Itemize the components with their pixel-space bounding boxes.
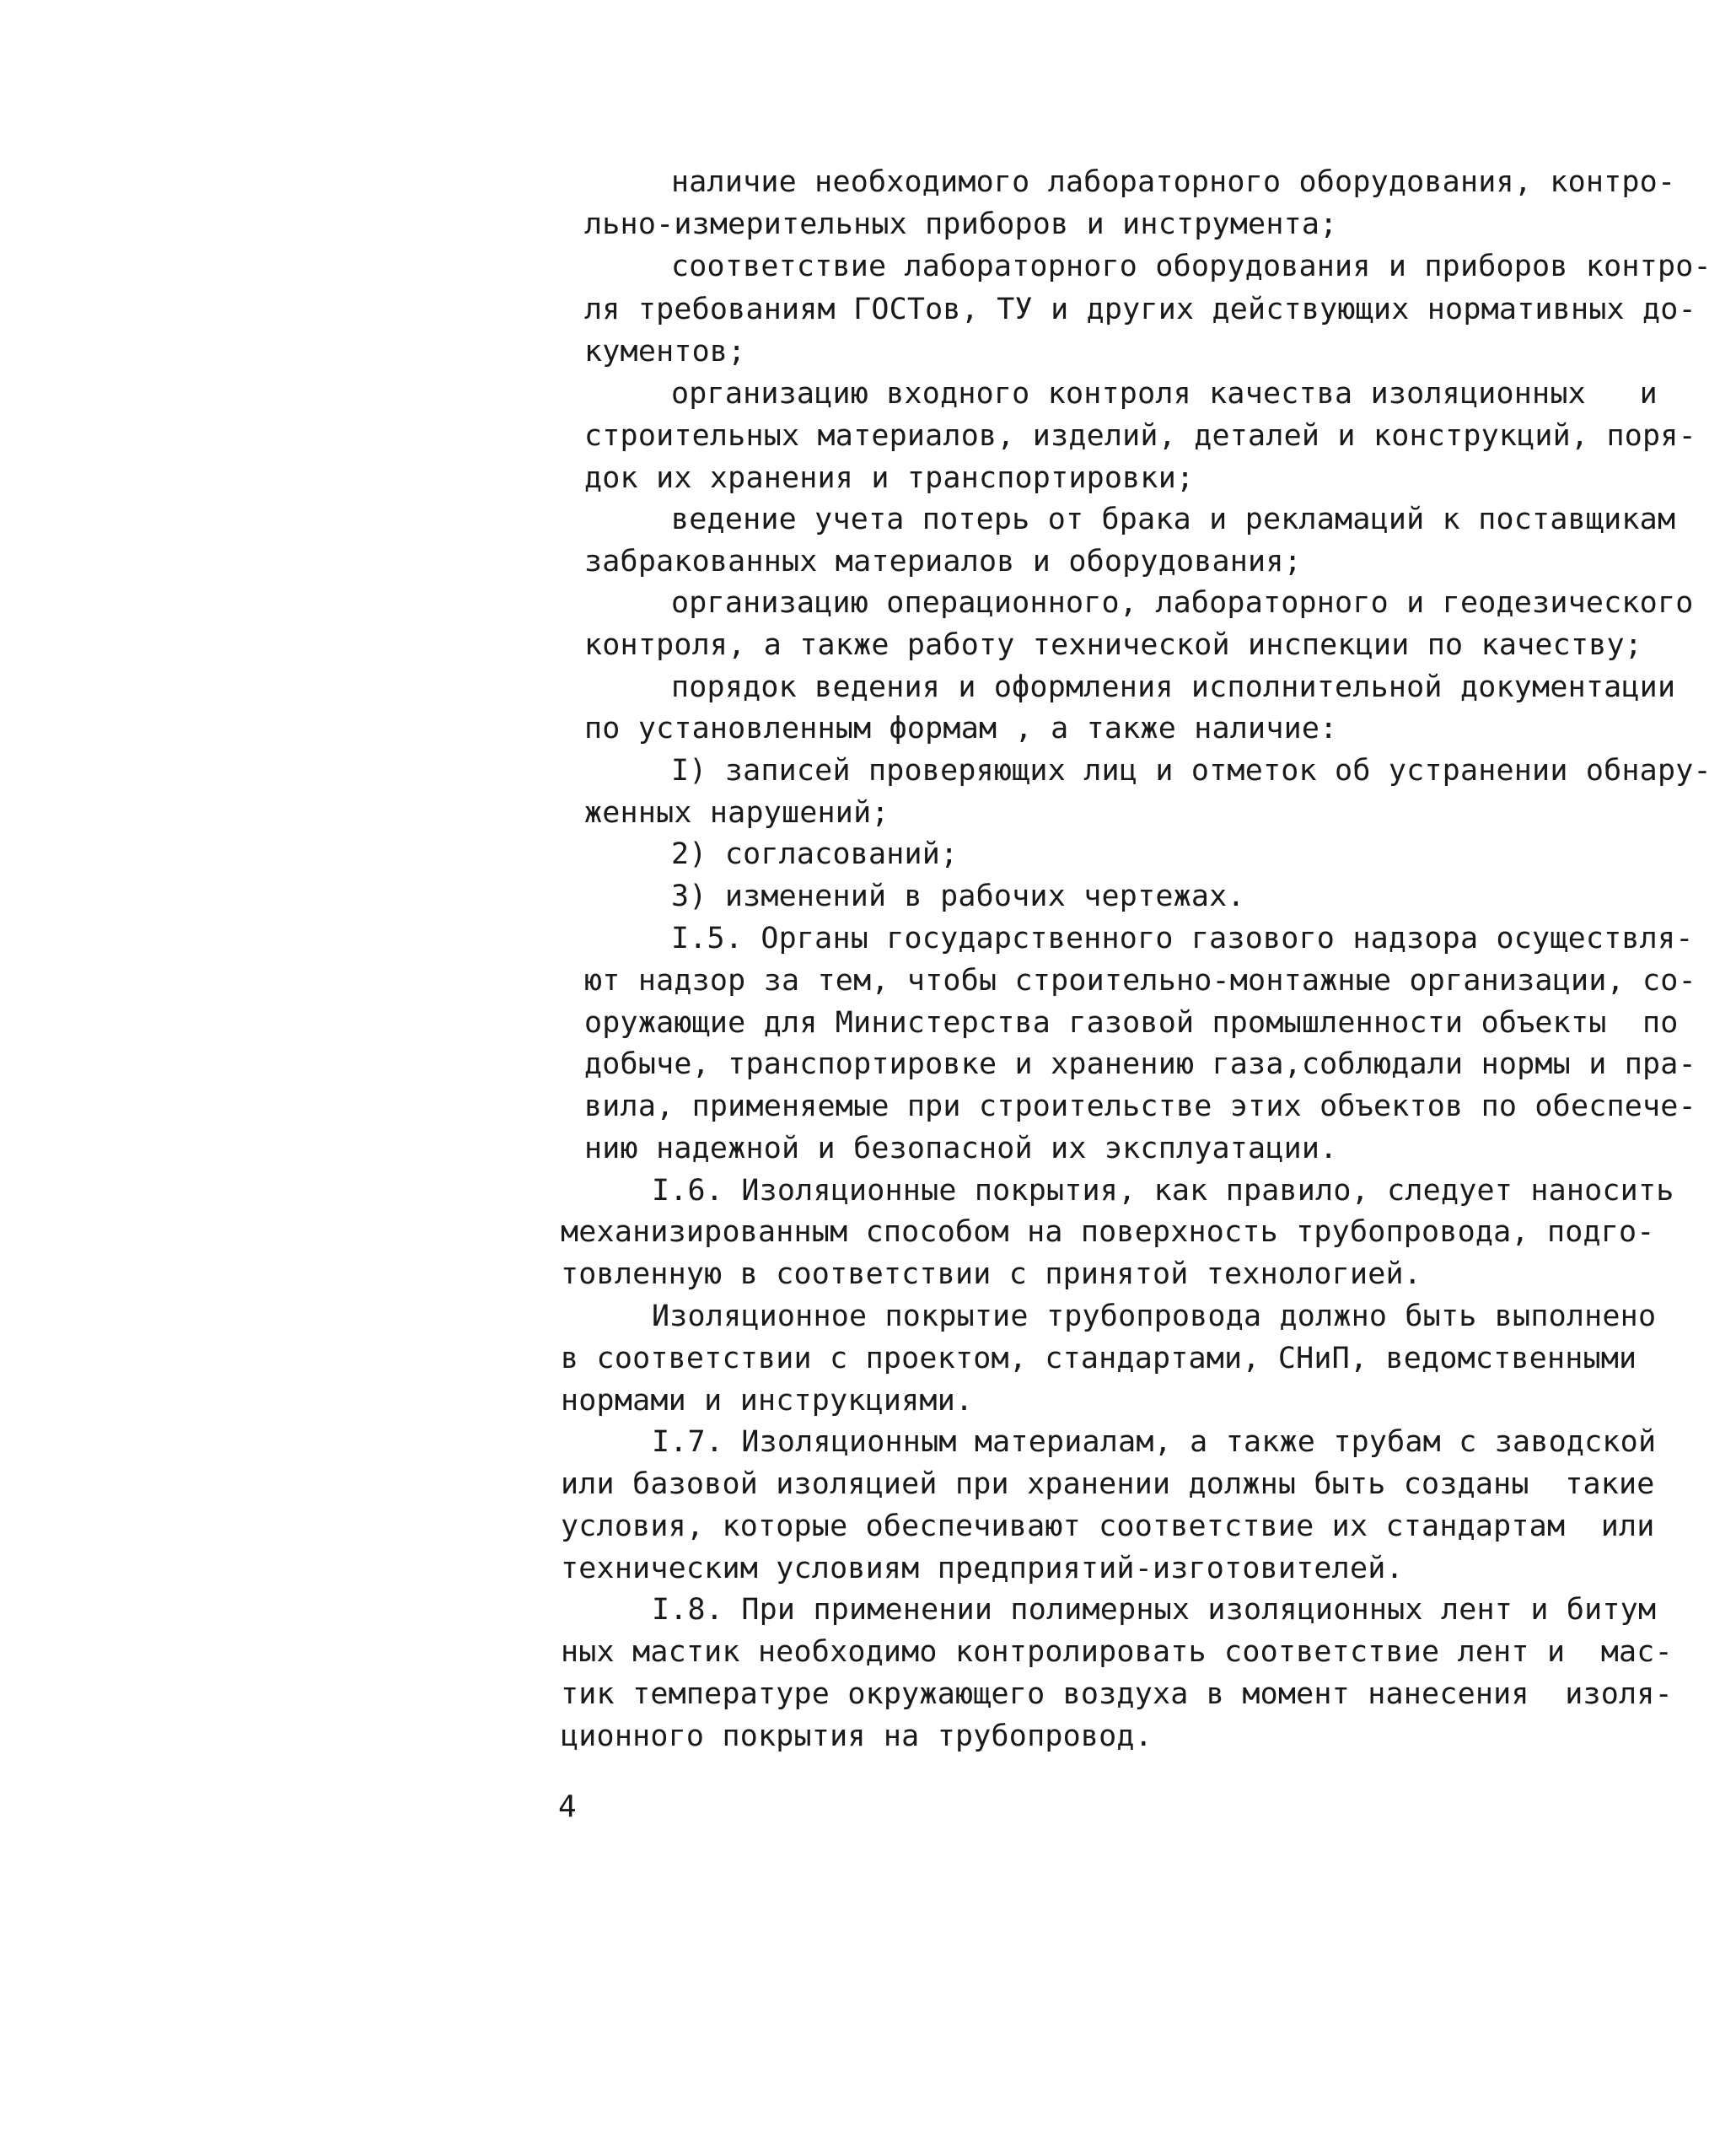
text-line: добыче, транспортировке и хранению газа,соблюдали нормы и пра- xyxy=(584,1047,1696,1081)
text-line: I.6. Изоляционные покрытия, как правило, следует наносить xyxy=(652,1174,1674,1208)
text-line: док их хранения и транспортировки; xyxy=(584,461,1195,495)
text-line: техническим условиям предприятий-изготовителей. xyxy=(561,1552,1404,1585)
text-line: ют надзор за тем, чтобы строительно-монтажные организации, со- xyxy=(584,964,1696,998)
text-line: 2) согласований; xyxy=(671,837,959,871)
text-line: соответствие лабораторного оборудования и приборов контро- xyxy=(671,250,1712,283)
text-line: забракованных материалов и оборудования; xyxy=(584,545,1302,578)
text-line: женных нарушений; xyxy=(584,796,889,830)
text-line: тик температуре окружающего воздуха в момент нанесения изоля- xyxy=(561,1677,1673,1711)
text-line: порядок ведения и оформления исполнительной документации xyxy=(671,670,1676,704)
text-line: организацию входного контроля качества изоляционных и xyxy=(671,377,1658,411)
text-line: по установленным формам , а также наличие: xyxy=(584,712,1338,745)
text-line: условия, которые обеспечивают соответствие их стандартам или xyxy=(561,1509,1655,1543)
text-line: в соответствии с проектом, стандартами, СНиП, ведомственными xyxy=(561,1342,1637,1375)
text-line: или базовой изоляцией при хранении должны быть созданы такие xyxy=(561,1467,1655,1501)
text-line: I.8. При применении полимерных изоляционных лент и битум xyxy=(652,1593,1657,1627)
text-line: нию надежной и безопасной их эксплуатации. xyxy=(584,1132,1338,1165)
text-line: I) записей проверяющих лиц и отметок об устранении обнару- xyxy=(671,754,1712,788)
text-line: кументов; xyxy=(584,335,746,369)
text-line: организацию операционного, лабораторного и геодезического xyxy=(671,586,1694,620)
text-line: ля требованиям ГОСТов, ТУ и других действующих нормативных до- xyxy=(584,293,1696,326)
page-number: 4 xyxy=(558,1789,577,1824)
text-line: наличие необходимого лабораторного оборудования, контро- xyxy=(671,165,1676,199)
text-line: ных мастик необходимо контролировать соответствие лент и мас- xyxy=(561,1635,1673,1669)
text-line: I.7. Изоляционным материалам, а также трубам с заводской xyxy=(652,1425,1657,1459)
text-line: контроля, а также работу технической инспекции по качеству; xyxy=(584,628,1643,662)
text-line: механизированным способом на поверхность трубопровода, подго- xyxy=(561,1215,1655,1249)
text-line: нормами и инструкциями. xyxy=(561,1384,974,1418)
text-line: товленную в соответствии с принятой технологией. xyxy=(561,1257,1422,1291)
text-line: Изоляционное покрытие трубопровода должно быть выполнено xyxy=(652,1300,1657,1333)
text-line: ведение учета потерь от брака и рекламаций к поставщикам xyxy=(671,503,1676,536)
text-line: I.5. Органы государственного газового надзора осуществля- xyxy=(671,922,1694,955)
text-line: оружающие для Министерства газовой промышленности объекты по xyxy=(584,1006,1679,1040)
text-line: вила, применяемые при строительстве этих объектов по обеспече- xyxy=(584,1090,1696,1123)
text-line: строительных материалов, изделий, деталей и конструкций, поря- xyxy=(584,419,1696,453)
text-line: ционного покрытия на трубопровод. xyxy=(561,1719,1153,1753)
text-line: 3) изменений в рабочих чертежах. xyxy=(671,880,1245,913)
text-line: льно-измерительных приборов и инструмента; xyxy=(584,207,1338,241)
